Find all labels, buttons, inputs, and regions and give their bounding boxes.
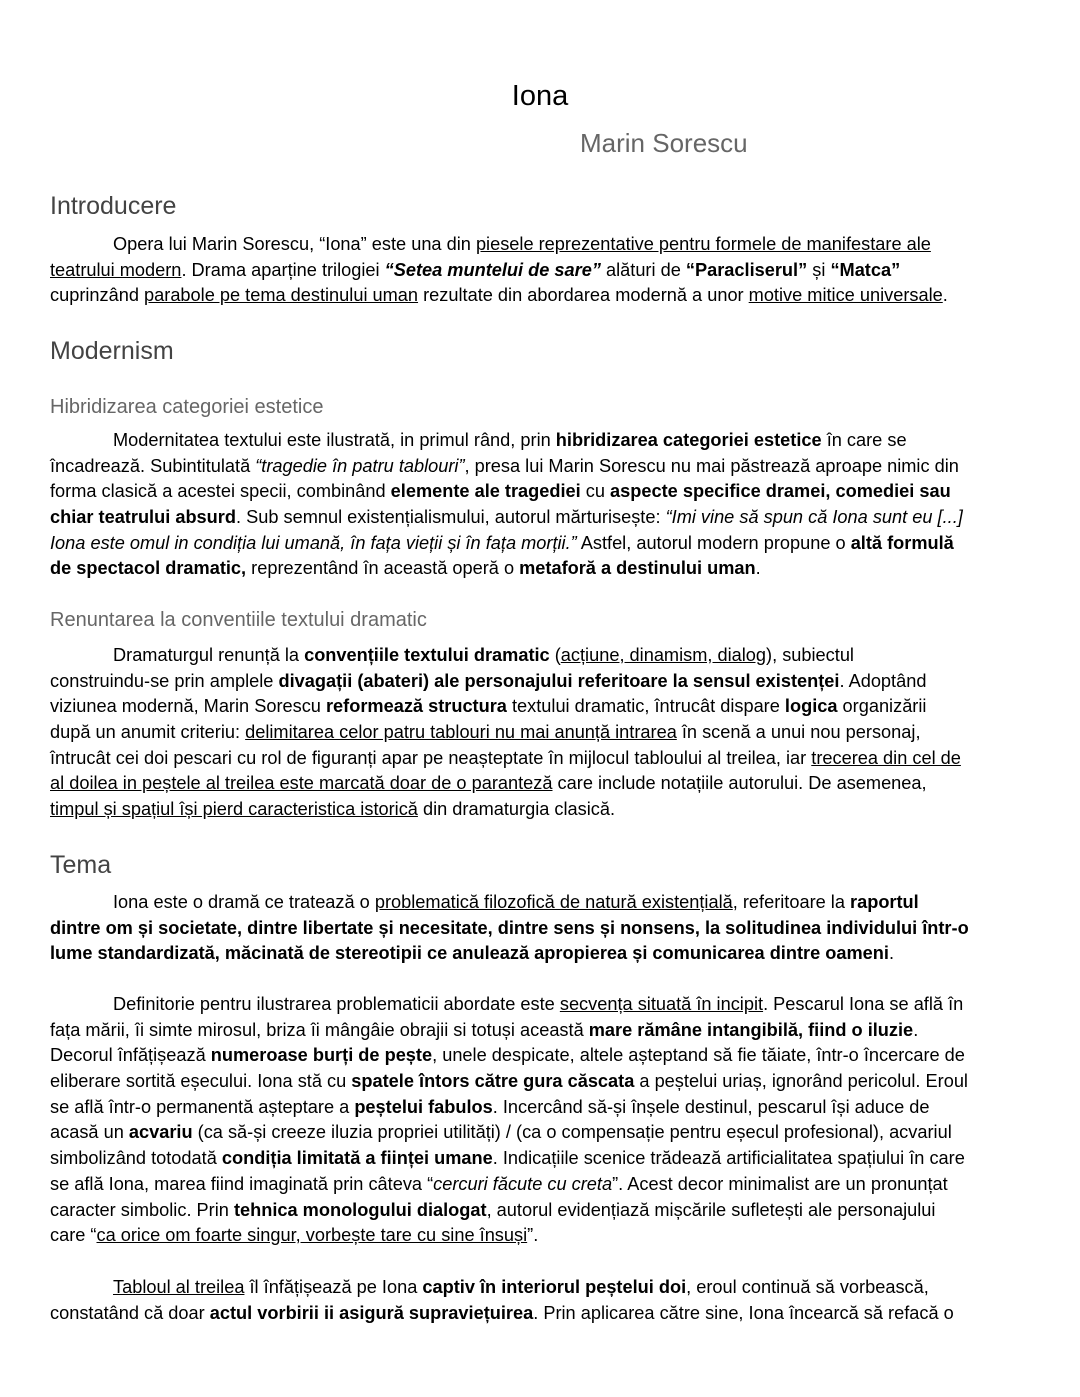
text-run: cu (580, 481, 611, 502)
underlined-text: acțiune, dinamism, dialog (560, 645, 767, 665)
bold-text: dintre om și societate, dintre libertate și necesitate, dintre sens și nonsens, la solitudinea individului într-o (50, 917, 969, 938)
text-run: Definitorie pentru ilustrarea problematicii abordate este (113, 994, 560, 1014)
text-run: . Prin aplicarea către sine, Iona încearcă să refacă o (533, 1302, 954, 1323)
text-run: întrucât cei doi pescari cu rol de figuranți apar pe neașteptate în mijlocul tabloului al treilea, iar (50, 747, 812, 768)
text-run: alături de (600, 259, 686, 280)
bold-text: hibridizarea categoriei estetice (555, 430, 822, 450)
text-line (50, 643, 1040, 669)
text-run: Dramaturgul renunță la (113, 645, 305, 665)
text-run: Modernitatea textului este ilustrată, in primul rând, prin (113, 430, 556, 450)
bold-text: condiția limitată a ființei umane (221, 1148, 493, 1169)
bold-text: actul vorbirii ii asigură supraviețuirea (209, 1302, 534, 1323)
text-run: forma clasică a acestei specii, combinând (50, 481, 391, 502)
document-title: Iona (511, 80, 569, 112)
bold-text: divagații (abateri) ale personajului referitoare la sensul existenței (278, 670, 840, 691)
text-line (50, 556, 1040, 582)
bold-text: tehnica monologului dialogat (233, 1199, 487, 1220)
bold-text: peștelui fabulos (354, 1096, 493, 1117)
text-line (50, 669, 1040, 695)
text-run: , referitoare la (732, 892, 851, 912)
text-run: constatând că doar (50, 1302, 210, 1323)
underlined-text: trecerea din cel de (811, 747, 961, 768)
text-run: , autorul evidențiază mișcările sufletești ale personajului (486, 1199, 936, 1220)
italic-text: “Imi vine să spun că Iona sunt eu [...] (665, 507, 963, 528)
text-line (50, 1301, 1040, 1327)
text-line (50, 1223, 1040, 1249)
paragraph-hibridizarea (50, 428, 1040, 582)
text-run: din dramaturgia clasică. (417, 799, 616, 820)
text-run: îl înfățișează pe Iona (244, 1277, 423, 1297)
subheading-hibridizarea: Hibridizarea categoriei estetice (50, 396, 324, 418)
text-line (50, 1120, 1040, 1146)
underlined-text: ca orice om foarte singur, vorbește tare cu sine însuși (96, 1225, 528, 1246)
bold-text: spatele întors către gura căscata (351, 1071, 635, 1092)
text-run: , presa lui Marin Sorescu nu mai păstrează aproape nimic din (464, 455, 959, 476)
bold-text: chiar teatrului absurd (50, 507, 236, 528)
bold-text: captiv în interiorul peștelui doi (422, 1277, 687, 1297)
heading-modernism: Modernism (50, 337, 174, 365)
text-line (50, 283, 1040, 309)
underlined-text: piesele reprezentative pentru formele de manifestare ale (475, 234, 931, 254)
text-run: fața mării, îi simte mirosul, briza îi mângâie obrajii si totuși această (50, 1019, 589, 1040)
text-line (50, 454, 1040, 480)
bold-text: numeroase burți de pește (210, 1045, 433, 1066)
text-run: viziunea modernă, Marin Sorescu (50, 696, 326, 717)
text-line (50, 797, 1040, 823)
text-line (50, 428, 1040, 454)
text-run: eliberare sortită eșecului. Iona stă cu (50, 1071, 352, 1092)
bold-text: “Paracliserul” (685, 259, 808, 280)
text-line (50, 1043, 1040, 1069)
text-run: ( (549, 645, 561, 665)
text-run: ), subiectul (766, 645, 854, 665)
text-line (50, 258, 1040, 284)
underlined-text: parabole pe tema destinului uman (144, 285, 419, 306)
paragraph-tema-2 (50, 992, 1040, 1249)
text-run: rezultate din abordarea modernă a unor (418, 285, 749, 306)
text-line (50, 1198, 1040, 1224)
text-run: . (888, 943, 895, 964)
underlined-text: timpul și spațiul își pierd caracteristica istorică (50, 799, 418, 820)
underlined-text: problematică filozofică de natură existențială (374, 892, 733, 912)
text-line (50, 505, 1040, 531)
text-run: construindu-se prin amplele (50, 670, 279, 691)
text-run: ”. (527, 1225, 539, 1246)
text-line (50, 771, 1040, 797)
bold-text: “Matca” (830, 259, 901, 280)
text-run: . Pescarul Iona se află în (763, 994, 964, 1014)
paragraph-tema-1 (50, 890, 1040, 967)
text-run: și (807, 259, 831, 280)
bold-text: acvariu (128, 1122, 193, 1143)
document-author: Marin Sorescu (580, 128, 748, 158)
bold-text: elemente ale tragediei (390, 481, 581, 502)
bold-text: logica (784, 696, 838, 717)
text-run: . Adoptând (839, 670, 927, 691)
text-run: care “ (50, 1225, 97, 1246)
text-line (50, 1018, 1040, 1044)
text-run: a peștelui uriaș, ignorând pericolul. Eroul (634, 1071, 968, 1092)
text-run: în scenă a unui nou personaj, (676, 722, 921, 743)
text-run: . (913, 1019, 919, 1040)
text-run: cuprinzând (50, 285, 145, 306)
underlined-text: motive mitice universale (748, 285, 943, 306)
text-run: , eroul continuă să vorbească, (686, 1277, 929, 1297)
text-run: textului dramatic, întrucât dispare (506, 696, 785, 717)
underlined-text: teatrului modern (50, 259, 182, 280)
paragraph-tema-3 (50, 1275, 1040, 1326)
text-run: . Incercând să-și înșele destinul, pescarul își aduce de (492, 1096, 930, 1117)
paragraph-introducere (50, 232, 1040, 309)
text-run: Iona este o dramă ce tratează o (113, 892, 375, 912)
bold-text: altă formulă (850, 532, 954, 553)
bold-text: metaforă a destinului uman (519, 558, 756, 579)
underlined-text: secvența situată în incipit (559, 994, 764, 1014)
text-line (50, 992, 1040, 1018)
underlined-text: delimitarea celor patru tablouri nu mai anunță intrarea (245, 722, 677, 743)
text-run: care include notațiile autorului. De asemenea, (552, 773, 927, 794)
text-line (50, 890, 1040, 916)
bold-text: raportul (850, 892, 919, 912)
text-line (50, 916, 1040, 942)
bold-text: aspecte specifice dramei, comediei sau (610, 481, 951, 502)
text-run: caracter simbolic. Prin (50, 1199, 234, 1220)
bold-text: de spectacol dramatic, (50, 558, 247, 579)
text-run: Decorul înfățișează (50, 1045, 211, 1066)
text-line (50, 1095, 1040, 1121)
italic-text: cercuri făcute cu creta (433, 1173, 613, 1194)
text-line (50, 1275, 1040, 1301)
text-run: ”. Acest decor minimalist are un pronunțat (612, 1173, 948, 1194)
text-line (50, 694, 1040, 720)
underlined-text: al doilea in peștele al treilea este marcată doar de o paranteză (50, 773, 553, 794)
text-run: . (755, 558, 761, 579)
bold-text: reformează structura (325, 696, 507, 717)
subheading-renuntarea: Renuntarea la conventiile textului dramatic (50, 609, 427, 631)
text-run: reprezentând în această operă o (246, 558, 520, 579)
bold-text: lume standardizată, măcinată de stereotipii ce anulează apropierea și comunicarea dintre oameni (50, 943, 889, 964)
text-line (50, 1069, 1040, 1095)
bold-text: mare rămâne intangibilă, fiind o iluzie (588, 1019, 914, 1040)
text-line (50, 1146, 1040, 1172)
text-run: Astfel, autorul modern propune o (576, 532, 851, 553)
text-run: organizării (837, 696, 927, 717)
text-run: . Sub semnul existențialismului, autorul mărturisește: (235, 507, 666, 528)
text-line (50, 941, 1040, 967)
text-run: acasă un (50, 1122, 129, 1143)
text-run: Opera lui Marin Sorescu, “Iona” este una din (113, 234, 476, 254)
paragraph-renuntarea (50, 643, 1040, 823)
text-run: încadrează. Subintitulată (50, 455, 256, 476)
text-line (50, 720, 1040, 746)
heading-tema: Tema (50, 851, 112, 879)
bold-italic-text: “Setea muntelui de sare” (384, 259, 601, 280)
text-run: după un anumit criteriu: (50, 722, 246, 743)
text-run: . (942, 285, 948, 306)
text-run: simbolizând totodată (50, 1148, 222, 1169)
text-run: . Indicațiile scenice trădează artificialitatea spațiului în care (492, 1148, 965, 1169)
text-run: , unele despicate, altele așteptand să fie tăiate, într-o încercare de (432, 1045, 965, 1066)
text-run: se află într-o permanentă așteptare a (50, 1096, 355, 1117)
text-run: . Drama aparține trilogiei (181, 259, 385, 280)
text-line (50, 531, 1040, 557)
italic-text: “tragedie în patru tablouri” (255, 455, 465, 476)
text-line (50, 1172, 1040, 1198)
text-run: se află Iona, marea fiind imaginată prin câteva “ (50, 1173, 434, 1194)
italic-text: Iona este omul in condiția lui umană, în fața vieții și în fața morții.” (50, 532, 577, 553)
bold-text: convențiile textului dramatic (304, 645, 550, 665)
text-line (50, 232, 1040, 258)
text-run: în care se (821, 430, 907, 450)
heading-introducere: Introducere (50, 192, 177, 220)
text-run: (ca să-și creeze iluzia propriei utilități) / (ca o compensație pentru eșecul profesional), acvariul (192, 1122, 952, 1143)
text-line (50, 479, 1040, 505)
underlined-text: Tabloul al treilea (113, 1277, 245, 1297)
text-line (50, 746, 1040, 772)
